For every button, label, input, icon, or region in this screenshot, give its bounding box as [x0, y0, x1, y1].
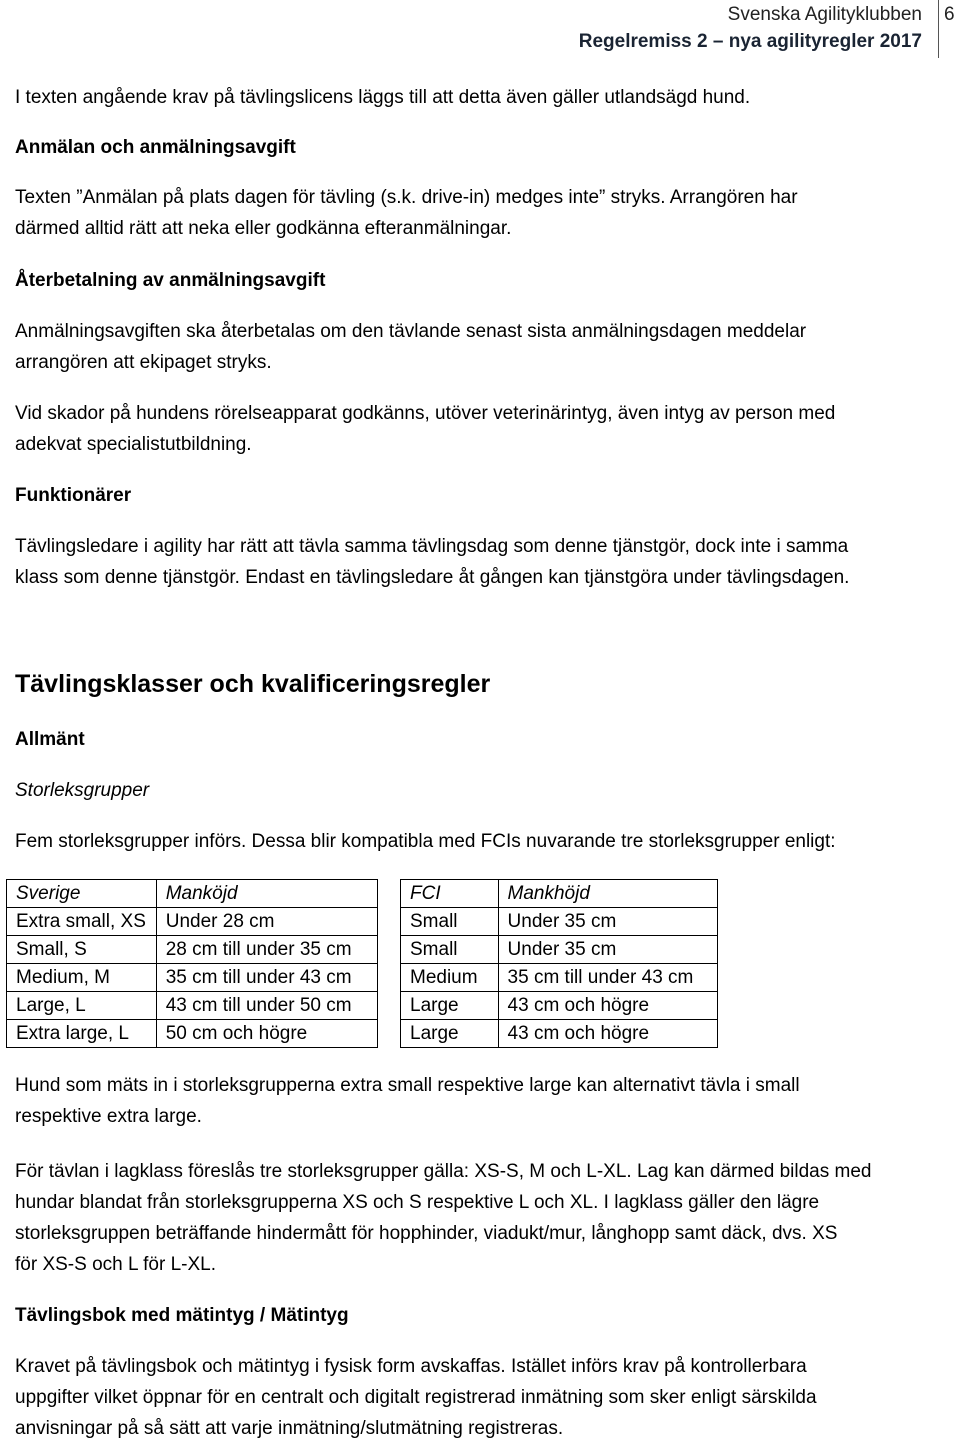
funktionarer-heading: Funktionärer — [15, 485, 132, 506]
table-header-cell: Mankhöjd — [498, 880, 717, 908]
intro-text: I texten angående krav på tävlingslicens läggs till att detta även gäller utlandsägd hund. — [15, 87, 751, 108]
tavlingsbok-line-1: Kravet på tävlingsbok och mätintyg i fysisk form avskaffas. Istället införs krav på kontrollerbara — [15, 1356, 807, 1377]
table-row — [7, 964, 378, 992]
table-row — [401, 992, 718, 1020]
section-title: Tävlingsklasser och kvalificeringsregler — [15, 670, 491, 698]
table-cell: 43 cm och högre — [498, 1020, 717, 1048]
aterbetalning-p2-line-2: adekvat specialistutbildning. — [15, 434, 252, 455]
after-table-p1-line-2: respektive extra large. — [15, 1106, 202, 1127]
table-row — [401, 936, 718, 964]
tavlingsbok-heading-block — [15, 1300, 935, 1331]
anmalan-line-2: därmed alltid rätt att neka eller godkänna efteranmälningar. — [15, 218, 512, 239]
page-number: 6 — [944, 4, 955, 25]
table-cell: Extra large, L — [7, 1020, 157, 1048]
storleksgrupper-intro: Fem storleksgrupper införs. Dessa blir kompatibla med FCIs nuvarande tre storleksgrupper enligt: — [15, 831, 836, 852]
table-row — [7, 908, 378, 936]
section-title-block — [15, 667, 935, 701]
table-cell: Small, S — [7, 936, 157, 964]
after-table-p2-line-3: storleksgruppen beträffande hindermått för hopphinder, viadukt/mur, långhopp samt däck, dvs. XS — [15, 1223, 838, 1244]
anmalan-paragraph — [15, 182, 935, 244]
intro-paragraph — [15, 82, 935, 113]
table-header-row — [401, 880, 718, 908]
sweden-size-table — [6, 879, 378, 1048]
after-table-paragraph-2 — [15, 1156, 935, 1280]
tavlingsbok-line-3: anvisningar på så sätt att varje inmätning/slutmätning registreras. — [15, 1418, 564, 1439]
after-table-p2-line-4: för XS-S och L för L-XL. — [15, 1254, 216, 1275]
storleksgrupper-intro-block — [15, 826, 935, 857]
table-header-cell: Sverige — [7, 880, 157, 908]
aterbetalning-p2-line-1: Vid skador på hundens rörelseapparat godkänns, utöver veterinärintyg, även intyg av person med — [15, 403, 836, 424]
storleksgrupper-heading-block — [15, 775, 935, 806]
table-header-cell: FCI — [401, 880, 499, 908]
anmalan-heading-block — [15, 132, 935, 163]
table-row — [401, 1020, 718, 1048]
allmant-heading-block — [15, 724, 935, 755]
table-row — [7, 1020, 378, 1048]
aterbetalning-heading: Återbetalning av anmälningsavgift — [15, 270, 326, 291]
funktionarer-line-1: Tävlingsledare i agility har rätt att tävla samma tävlingsdag som denne tjänstgör, dock inte i samma — [15, 536, 849, 557]
tavlingsbok-line-2: uppgifter vilket öppnar för en centralt och digitalt registrerad inmätning som sker enligt särskilda — [15, 1387, 817, 1408]
anmalan-heading: Anmälan och anmälningsavgift — [15, 137, 296, 158]
table-cell: Under 35 cm — [498, 936, 717, 964]
table-cell: 50 cm och högre — [156, 1020, 377, 1048]
tavlingsbok-paragraph — [15, 1351, 935, 1444]
header-title: Regelremiss 2 – nya agilityregler 2017 — [578, 31, 922, 52]
table-cell: Under 35 cm — [498, 908, 717, 936]
aterbetalning-heading-block — [15, 265, 935, 296]
after-table-paragraph-1 — [15, 1070, 935, 1132]
aterbetalning-paragraph-1 — [15, 316, 935, 378]
allmant-heading: Allmänt — [15, 729, 85, 750]
funktionarer-line-2: klass som denne tjänstgör. Endast en tävlingsledare åt gången kan tjänstgöra under tävlingsdagen. — [15, 567, 850, 588]
funktionarer-heading-block — [15, 480, 935, 511]
table-cell: 28 cm till under 35 cm — [156, 936, 377, 964]
table-cell: Large — [401, 1020, 499, 1048]
table-cell: Medium, M — [7, 964, 157, 992]
anmalan-line-1: Texten ”Anmälan på plats dagen för tävling (s.k. drive-in) medges inte” stryks. Arrangören har — [15, 187, 798, 208]
after-table-p2-line-1: För tävlan i lagklass föreslås tre storleksgrupper gälla: XS-S, M och L-XL. Lag kan därmed bildas med — [15, 1161, 872, 1182]
after-table-p2-line-2: hundar blandat från storleksgrupperna XS och S respektive L och XL. I lagklass gäller den lägre — [15, 1192, 820, 1213]
table-cell: 35 cm till under 43 cm — [156, 964, 377, 992]
table-cell: Small — [401, 908, 499, 936]
aterbetalning-p1-line-1: Anmälningsavgiften ska återbetalas om den tävlande senast sista anmälningsdagen meddelar — [15, 321, 807, 342]
after-table-p1-line-1: Hund som mäts in i storleksgrupperna extra small respektive large kan alternativt tävla i small — [15, 1075, 800, 1096]
table-cell: 43 cm till under 50 cm — [156, 992, 377, 1020]
aterbetalning-paragraph-2 — [15, 398, 935, 460]
table-cell: Under 28 cm — [156, 908, 377, 936]
table-row — [7, 992, 378, 1020]
table-header-cell: Manköjd — [156, 880, 377, 908]
header-organization: Svenska Agilityklubben — [727, 4, 922, 25]
table-row — [401, 964, 718, 992]
table-cell: 43 cm och högre — [498, 992, 717, 1020]
table-cell: Extra small, XS — [7, 908, 157, 936]
storleksgrupper-heading: Storleksgrupper — [15, 780, 150, 801]
table-cell: Medium — [401, 964, 499, 992]
tavlingsbok-heading: Tävlingsbok med mätintyg / Mätintyg — [15, 1305, 349, 1326]
table-header-row — [7, 880, 378, 908]
table-cell: 35 cm till under 43 cm — [498, 964, 717, 992]
header-divider — [938, 0, 939, 58]
aterbetalning-p1-line-2: arrangören att ekipaget stryks. — [15, 352, 272, 373]
funktionarer-paragraph — [15, 531, 935, 593]
table-row — [7, 936, 378, 964]
table-row — [401, 908, 718, 936]
table-cell: Large — [401, 992, 499, 1020]
table-cell: Small — [401, 936, 499, 964]
fci-size-table — [400, 879, 718, 1048]
table-cell: Large, L — [7, 992, 157, 1020]
